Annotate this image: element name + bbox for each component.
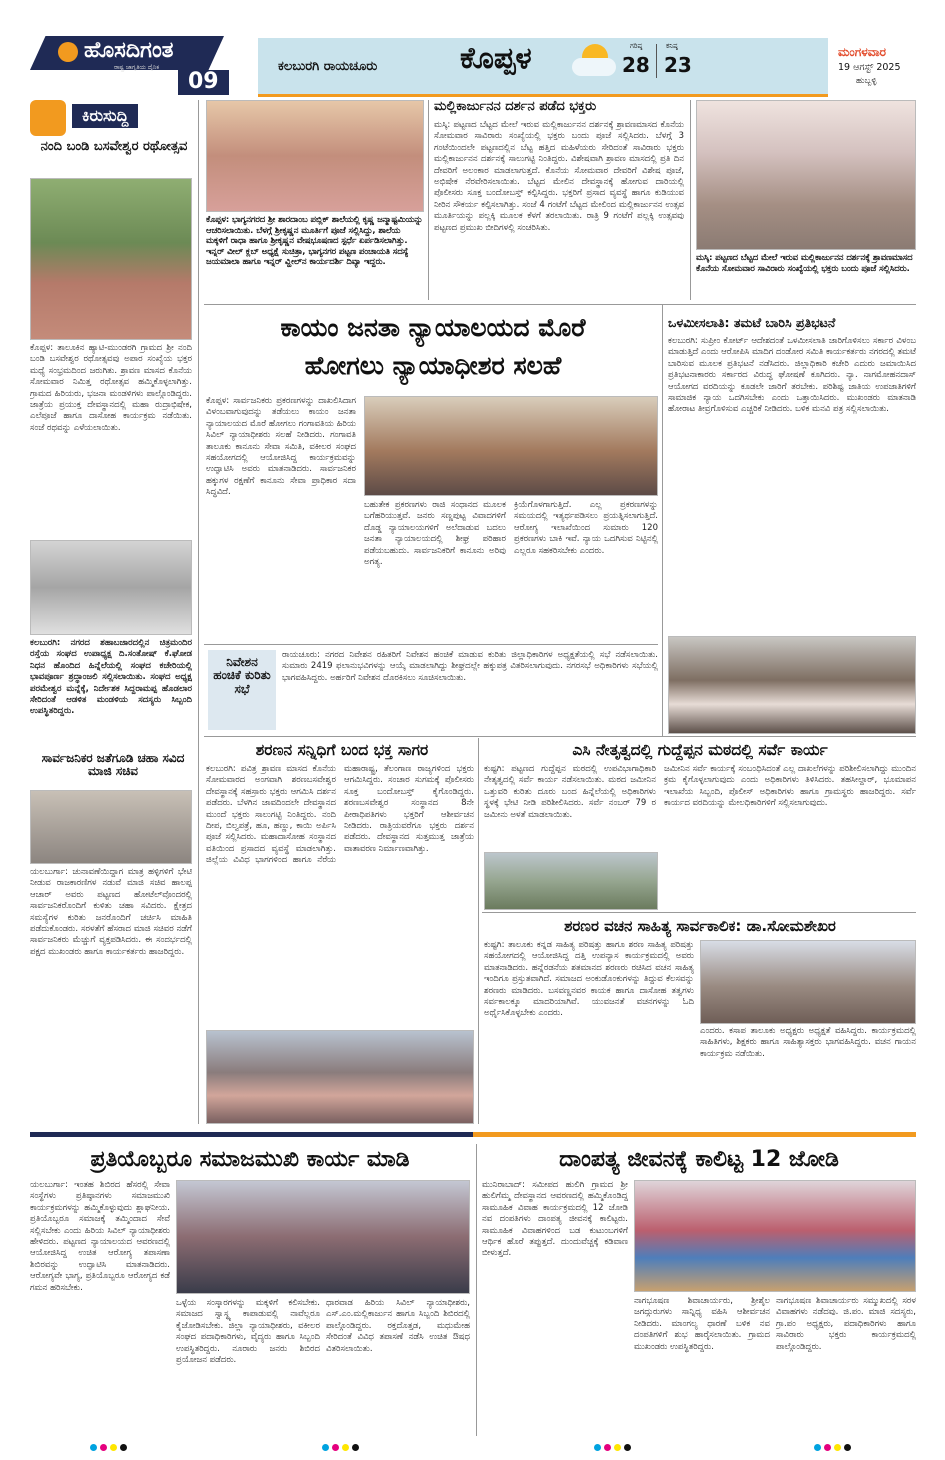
olameesalati-headline: ಒಳಮೀಸಲಾತಿ: ತಮಟೆ ಬಾರಿಸಿ ಪ್ರತಿಭಟನೆ — [668, 315, 836, 330]
bottom-divider — [476, 1144, 477, 1436]
page-number: 09 — [178, 70, 229, 95]
main-photo — [364, 396, 658, 496]
dampatya-body: ಮುನಿರಾಬಾದ್: ಸಮೀಪದ ಹುಲಿಗಿ ಗ್ರಾಮದ ಶ್ರೀ ಹುಲಿಗೆಮ್ಮ ದೇವಸ್ಥಾನದ ಆವರಣದಲ್ಲಿ ಹಮ್ಮಿಕೊಂಡಿದ್ದ ಸಾಮೂಹಿಕ ವಿವಾಹ ಕಾರ್ಯಕ್ರಮದಲ್ಲಿ 12 ಜೋಡಿ ನವ ದಂಪತಿಗಳು ದಾಂಪತ್ಯ ಜೀವನಕ್ಕೆ ಕಾಲಿಟ್ಟರು. ಸಾಮೂಹಿಕ ವಿವಾಹಗಳಿಂದ ಬಡ ಕುಟುಂಬಗಳಿಗೆ ಆರ್ಥಿಕ ಹೊರೆ ತಪ್ಪುತ್ತದೆ. ದುಂದುವೆಚ್ಚಕ್ಕೆ ಕಡಿವಾಣ ಬೀಳುತ್ತದೆ. — [482, 1180, 628, 1259]
temp-divider — [656, 44, 657, 78]
tribute-photo — [30, 540, 192, 635]
protest-photo — [668, 636, 916, 734]
dampatya-col3: ನಾಗಭೂಷಣ ಶಿವಾಚಾರ್ಯರು ಸಮ್ಮುಖದಲ್ಲಿ ಸರಳ ವಿವಾಹಗಳು ನಡೆದವು. ಜಿ.ಪಂ. ಮಾಜಿ ಸದಸ್ಯರು, ಗ್ರಾ.ಪಂ ಅಧ್ಯಕ್ಷರು, ಪದಾಧಿಕಾರಿಗಳು ಹಾಗೂ ಸಾವಿರಾರು ಭಕ್ತರು ಕಾರ್ಯಕ್ರಮದಲ್ಲಿ ಪಾಲ್ಗೊಂಡಿದ್ದರು. — [776, 1296, 916, 1352]
masthead-day: ಮಂಗಳವಾರ — [838, 45, 887, 59]
prathiyobbaru-body: ಯಲಬುರ್ಗಾ: ಇಂತಹ ಶಿಬಿರದ ಹೆಸರಲ್ಲಿ ಸೇವಾ ಸಂಸ್ಥೆಗಳು ಪ್ರತಿಷ್ಠಾನಗಳು ಸಮಾಜಮುಖಿ ಕಾರ್ಯಕ್ರಮಗಳನ್ನು ಹಮ್ಮಿಕೊಳ್ಳುವುದು ಶ್ಲಾಘನೀಯ. ಪ್ರತಿಯೊಬ್ಬರೂ ಸಮಾಜಕ್ಕೆ ತಮ್ಮಿಂದಾದ ಸೇವೆ ಸಲ್ಲಿಸಬೇಕು ಎಂದು ಹಿರಿಯ ಸಿವಿಲ್ ನ್ಯಾಯಾಧೀಶರು ಹೇಳಿದರು. ಪಟ್ಟಣದ ನ್ಯಾಯಾಲಯದ ಆವರಣದಲ್ಲಿ ಆಯೋಜಿಸಿದ್ದ ಉಚಿತ ಆರೋಗ್ಯ ತಪಾಸಣಾ ಶಿಬಿರವನ್ನು ಉದ್ಘಾಟಿಸಿ ಮಾತನಾಡಿದರು. ಆರೋಗ್ಯವೇ ಭಾಗ್ಯ, ಪ್ರತಿಯೊಬ್ಬರೂ ಆರೋಗ್ಯದ ಕಡೆ ಗಮನ ಹರಿಸಬೇಕು. — [30, 1180, 170, 1293]
gudde-headline: ಎಸಿ ನೇತೃತ್ವದಲ್ಲಿ ಗುದ್ದೆಪ್ಪನ ಮಠದಲ್ಲಿ ಸರ್ವೆ ಕಾರ್ಯ — [572, 741, 828, 759]
gudde-body-right: ಜಮೀನಿನ ಸರ್ವೆ ಕಾರ್ಯಕ್ಕೆ ಸಂಬಂಧಿಸಿದಂತೆ ಎಲ್ಲ ದಾಖಲೆಗಳನ್ನು ಪರಿಶೀಲಿಸಲಾಗಿದ್ದು ಮುಂದಿನ ಕ್ರಮ ಕೈಗೊಳ್ಳಲಾಗುವುದು ಎಂದು ಅಧಿಕಾರಿಗಳು ತಿಳಿಸಿದರು. ತಹಸೀಲ್ದಾರ್, ಭೂಮಾಪನ ಇಲಾಖೆಯ ಸಿಬ್ಬಂದಿ, ಪೊಲೀಸ್ ಅಧಿಕಾರಿಗಳು ಹಾಗೂ ಗ್ರಾಮಸ್ಥರು ಹಾಜರಿದ್ದರು. ಸರ್ವೆ ಕಾರ್ಯದ ವರದಿಯನ್ನು ಮೇಲಧಿಕಾರಿಗಳಿಗೆ ಸಲ್ಲಿಸಲಾಗುವುದು. — [664, 764, 916, 809]
janmashtami-caption: ಕೊಪ್ಪಳ: ಭಾಗ್ಯನಗರದ ಶ್ರೀ ಶಾರದಾಂಬ ಪಬ್ಲಿಕ್ ಶಾಲೆಯಲ್ಲಿ ಕೃಷ್ಣ ಜನ್ಮಾಷ್ಟಮಿಯನ್ನು ಆಚರಿಸಲಾಯಿತು. ಬೆಳಗ್ಗೆ ಶ್ರೀಕೃಷ್ಣನ ಮೂರ್ತಿಗೆ ಪೂಜೆ ಸಲ್ಲಿಸಿದ್ದು, ಶಾಲೆಯ ಮಕ್ಕಳಿಗೆ ರಾಧಾ ಹಾಗೂ ಶ್ರೀಕೃಷ್ಣನ ವೇಷಭೂಷಣದ ಸ್ಪರ್ಧೆ ಏರ್ಪಡಿಸಲಾಗಿತ್ತು. ಇನ್ನರ್ ವೀಲ್ ಕ್ಲಬ್ ಅಧ್ಯಕ್ಷೆ ಸುಚಿತ್ರಾ, ಭಾಗ್ಯನಗರ ಪಟ್ಟಣ ಪಂಚಾಯತಿ ಸದಸ್ಯೆ ಜಯಮಾಲಾ ಹಾಗೂ ಇನ್ನರ್ ವ್ಹೀಲ್‌ನ ಕಾರ್ಯದರ್ಶಿ ದಿವ್ಯಾ ಇದ್ದರು. — [206, 214, 423, 267]
masthead-date: 19 ಆಗಸ್ಟ್ 2025 — [838, 62, 901, 73]
main-col1: ಕೊಪ್ಪಳ: ಸಾರ್ವಜನಿಕರು ಪ್ರಕರಣಗಳನ್ನು ದಾಖಲಿಸಿದಾಗ ವಿಳಂಬವಾಗುವುದನ್ನು ತಡೆಯಲು ಕಾಯಂ ಜನತಾ ನ್ಯಾಯಾಲಯದ ಮೊರೆ ಹೋಗಲು ಗಂಗಾವತಿಯ ಹಿರಿಯ ಸಿವಿಲ್ ನ್ಯಾಯಾಧೀಶರು ಸಲಹೆ ನೀಡಿದರು. ಗಂಗಾವತಿ ತಾಲೂಕು ಕಾನೂನು ಸೇವಾ ಸಮಿತಿ, ವಕೀಲರ ಸಂಘದ ಸಹಯೋಗದಲ್ಲಿ ಆಯೋಜಿಸಿದ್ದ ಕಾರ್ಯಕ್ರಮವನ್ನು ಉದ್ಘಾಟಿಸಿ ಅವರು ಮಾತನಾಡಿದರು. ಸಾರ್ವಜನಿಕರ ಹಕ್ಕುಗಳ ರಕ್ಷಣೆಗೆ ಕಾನೂನು ಸೇವಾ ಪ್ರಾಧಿಕಾರ ಸದಾ ಸಿದ್ಧವಿದೆ. — [206, 396, 356, 498]
vachana-body-right: ಎಂದರು. ಕಸಾಪ ತಾಲೂಕು ಅಧ್ಯಕ್ಷರು ಅಧ್ಯಕ್ಷತೆ ವಹಿಸಿದ್ದರು. ಕಾರ್ಯಕ್ರಮದಲ್ಲಿ ಸಾಹಿತಿಗಳು, ಶಿಕ್ಷಕರು ಹಾಗೂ ಸಾಹಿತ್ಯಾಸಕ್ತರು ಭಾಗವಹಿಸಿದ್ದರು. ವಚನ ಗಾಯನ ಕಾರ್ಯಕ್ರಮ ನಡೆಯಿತು. — [700, 1026, 916, 1059]
nivesana-box: ನಿವೇಶನ ಹಂಚಿಕೆ ಕುರಿತು ಸಭೆ — [208, 650, 276, 730]
sharanana-headline: ಶರಣನ ಸನ್ನಿಧಿಗೆ ಬಂದ ಭಕ್ತ ಸಾಗರ — [255, 741, 429, 759]
main-right-divider — [662, 304, 663, 736]
prathiyobbaru-col2: ಒಳ್ಳೆಯ ಸಂಸ್ಕಾರಗಳನ್ನು ಮಕ್ಕಳಿಗೆ ಕಲಿಸಬೇಕು. ಸಮಾಜದ ಸ್ವಾಸ್ಥ್ಯ ಕಾಪಾಡುವಲ್ಲಿ ನಾವೆಲ್ಲರೂ ಕೈಜೋಡಿಸಬೇಕು. ಜಿಲ್ಲಾ ನ್ಯಾಯಾಧೀಶರು, ವಕೀಲರ ಸಂಘದ ಪದಾಧಿಕಾರಿಗಳು, ವೈದ್ಯರು ಹಾಗೂ ಸಿಬ್ಬಂದಿ ಉಪಸ್ಥಿತರಿದ್ದರು. ನೂರಾರು ಜನರು ಶಿಬಿರದ ಪ್ರಯೋಜನ ಪಡೆದರು. — [176, 1298, 320, 1366]
weather-cloud-icon — [572, 44, 618, 78]
main-headline-line2: ಹೋಗಲು ನ್ಯಾಯಾಧೀಶರ ಸಲಹೆ — [304, 351, 562, 380]
sarvajanikara-body: ಯಲಬುರ್ಗಾ: ಚುನಾವಣೆಯಿದ್ದಾಗ ಮಾತ್ರ ಹಳ್ಳಿಗಳಿಗೆ ಭೇಟಿ ನೀಡುವ ರಾಜಕಾರಣಿಗಳ ನಡುವೆ ಮಾಜಿ ಸಚಿವ ಹಾಲಪ್ಪ ಆಚಾರ್ ಅವರು ಪಟ್ಟಣದ ಹೋಟೆಲ್‌ವೊಂದರಲ್ಲಿ ಸಾರ್ವಜನಿಕರೊಂದಿಗೆ ಕುಳಿತು ಚಹಾ ಸವಿದರು. ಕ್ಷೇತ್ರದ ಸಮಸ್ಯೆಗಳ ಕುರಿತು ಜನರೊಂದಿಗೆ ಚರ್ಚಿಸಿ ಮಾಹಿತಿ ಪಡೆದುಕೊಂಡರು. ಸರಳತೆಗೆ ಹೆಸರಾದ ಮಾಜಿ ಸಚಿವರ ನಡೆಗೆ ಸಾರ್ವಜನಿಕರು ಮೆಚ್ಚುಗೆ ವ್ಯಕ್ತಪಡಿಸಿದರು. ಈ ಸಂದರ್ಭದಲ್ಲಿ ಪಕ್ಷದ ಮುಖಂಡರು ಹಾಗೂ ಕಾರ್ಯಕರ್ತರು ಹಾಜರಿದ್ದರು. — [30, 867, 192, 957]
masthead-city: ಹುಬ್ಬಳ್ಳಿ — [856, 76, 877, 86]
vachana-photo — [700, 940, 916, 1024]
nivesana-body: ರಾಯಚೂರು: ನಗರದ ನಿವೇಶನ ರಹಿತರಿಗೆ ನಿವೇಶನ ಹಂಚಿಕೆ ಮಾಡುವ ಕುರಿತು ಜಿಲ್ಲಾಧಿಕಾರಿಗಳ ಅಧ್ಯಕ್ಷತೆಯಲ್ಲಿ ಸಭೆ ನಡೆಸಲಾಯಿತು. ಸುಮಾರು 2419 ಫಲಾನುಭವಿಗಳನ್ನು ಆಯ್ಕೆ ಮಾಡಲಾಗಿದ್ದು ಶೀಘ್ರದಲ್ಲೇ ಹಕ್ಕುಪತ್ರ ವಿತರಿಸಲಾಗುವುದು. ನಗರಸಭೆ ಅಧಿಕಾರಿಗಳು ಸಭೆಯಲ್ಲಿ ಭಾಗವಹಿಸಿದ್ದರು. ಅರ್ಹರಿಗೆ ನಿವೇಶನ ದೊರಕಿಸಲು ಸೂಚಿಸಲಾಯಿತು. — [282, 650, 658, 683]
temple-photo — [696, 100, 916, 250]
gudde-photo — [484, 852, 658, 910]
mallikarjuna-body: ಮಸ್ಕಿ: ಪಟ್ಟಣದ ಬೆಟ್ಟದ ಮೇಲೆ ಇರುವ ಮಲ್ಲಿಕಾರ್ಜುನನ ದರ್ಶನಕ್ಕೆ ಶ್ರಾವಣಮಾಸದ ಕೊನೆಯ ಸೋಮವಾರ ಸಾವಿರಾರು ಸಂಖ್ಯೆಯಲ್ಲಿ ಭಕ್ತರು ಬಂದು ಪೂಜೆ ಸಲ್ಲಿಸಿದರು. ಬೆಳಗ್ಗೆ 3 ಗಂಟೆಯಿಂದಲೇ ಪಟ್ಟಣದಲ್ಲಿನ ಬೆಟ್ಟ ಹತ್ತಿದ ಮಹಿಳೆಯರು ಸೇರಿದಂತೆ ಸಾವಿರಾರು ಭಕ್ತರು ಮಲ್ಲಿಕಾರ್ಜುನನ ದರ್ಶನಕ್ಕೆ ಸಾಲುಗಟ್ಟಿ ನಿಂತಿದ್ದರು. ವಿಶೇಷವಾಗಿ ಶ್ರಾವಣ ಮಾಸದಲ್ಲಿ ಪ್ರತಿ ದಿನ ದೇವರಿಗೆ ಅಲಂಕಾರ ಮಾಡಲಾಗುತ್ತದೆ. ಕೊನೆಯ ಸೋಮವಾರ ದೇವರಿಗೆ ವಿಶೇಷ ಪೂಜೆ, ಅಭಿಷೇಕ ನೆರವೇರಿಸಲಾಯಿತು. ಬೆಟ್ಟದ ಮೇಲಿನ ದೇವಸ್ಥಾನಕ್ಕೆ ಹೋಗುವ ದಾರಿಯಲ್ಲಿ ಪೊಲೀಸರು ಸೂಕ್ತ ಬಂದೋಬಸ್ತ್ ಕಲ್ಪಿಸಿದ್ದರು. ಭಕ್ತರಿಗೆ ಪ್ರಸಾದ ವ್ಯವಸ್ಥೆ ಹಾಗೂ ಕುಡಿಯುವ ನೀರಿನ ಸೌಕರ್ಯ ಕಲ್ಪಿಸಲಾಗಿತ್ತು. ಸಂಜೆ 4 ಗಂಟೆಗೆ ಬೆಟ್ಟದ ಮೇಲಿಂದ ಮಲ್ಲಿಕಾರ್ಜುನನ ಉತ್ಸವ ಮೂರ್ತಿಯನ್ನು ಪಲ್ಲಕ್ಕಿ ಮೂಲಕ ಕೆಳಗೆ ತರಲಾಯಿತು. ರಾತ್ರಿ 9 ಗಂಟೆಗೆ ಪಲ್ಲಕ್ಕಿ ಉತ್ಸವವು ಪಟ್ಟಣದ ಪ್ರಮುಖ ಬೀದಿಗಳಲ್ಲಿ ಸಂಚರಿಸಿತು. — [434, 120, 684, 233]
janmashtami-photo — [206, 100, 424, 212]
dampatya-photo — [634, 1180, 916, 1292]
vachana-body: ಕುಷ್ಟಗಿ: ತಾಲೂಕು ಕನ್ನಡ ಸಾಹಿತ್ಯ ಪರಿಷತ್ತು ಹಾಗೂ ಶರಣ ಸಾಹಿತ್ಯ ಪರಿಷತ್ತು ಸಹಯೋಗದಲ್ಲಿ ಆಯೋಜಿಸಿದ್ದ ದತ್ತಿ ಉಪನ್ಯಾಸ ಕಾರ್ಯಕ್ರಮದಲ್ಲಿ ಅವರು ಮಾತನಾಡಿದರು. ಹನ್ನೆರಡನೆಯ ಶತಮಾನದ ಶರಣರು ರಚಿಸಿದ ವಚನ ಸಾಹಿತ್ಯ ಇಂದಿಗೂ ಪ್ರಸ್ತುತವಾಗಿದೆ. ಸಮಾಜದ ಅಂಕುಡೊಂಕುಗಳನ್ನು ತಿದ್ದುವ ಕೆಲಸವನ್ನು ಶರಣರು ಮಾಡಿದರು. ಬಸವಣ್ಣನವರ ಕಾಯಕ ಹಾಗೂ ದಾಸೋಹ ತತ್ವಗಳು ಸರ್ವಕಾಲಕ್ಕೂ ಮಾದರಿಯಾಗಿವೆ. ಯುವಜನತೆ ವಚನಗಳನ್ನು ಓದಿ ಅರ್ಥೈಸಿಕೊಳ್ಳಬೇಕು ಎಂದರು. — [484, 940, 694, 1019]
min-temp: 23 — [664, 53, 692, 77]
masthead-tagline: ರಾಷ್ಟ್ರ ಜಾಗೃತಿಯ ದೈನಿಕ — [114, 64, 160, 71]
temple-caption: ಮಸ್ಕಿ: ಪಟ್ಟಣದ ಬೆಟ್ಟದ ಮೇಲೆ ಇರುವ ಮಲ್ಲಿಕಾರ್ಜುನನ ದರ್ಶನಕ್ಕೆ ಶ್ರಾವಣಮಾಸದ ಕೊನೆಯ ಸೋಮವಾರ ಸಾವಿರಾರು ಸಂಖ್ಯೆಯಲ್ಲಿ ಭಕ್ತರು ಬಂದು ಪೂಜೆ ಸಲ್ಲಿಸಿದರು. — [696, 252, 913, 273]
main-story-divider — [204, 644, 658, 645]
mallikarjuna-headline: ಮಲ್ಲಿಕಾರ್ಜುನನ ದರ್ಶನ ಪಡೆದ ಭಕ್ತರು — [434, 99, 597, 114]
rathotsava-photo — [30, 178, 192, 340]
main-col3: ಕ್ರಿಯೆಗೊಳಗಾಗುತ್ತಿದೆ. ಎಲ್ಲ ಪ್ರಕರಣಗಳನ್ನು ಸಮಯದಲ್ಲಿ ಇತ್ಯರ್ಥಪಡಿಸಲು ಪ್ರಯತ್ನಿಸಲಾಗುತ್ತಿದೆ. ಆರೋಗ್ಯ ಇಲಾಖೆಯಿಂದ ಸುಮಾರು 120 ಪ್ರಕರಣಗಳು ಬಾಕಿ ಇವೆ. ನ್ಯಾಯ ಒದಗಿಸುವ ನಿಟ್ಟಿನಲ್ಲಿ ಎಲ್ಲರೂ ಸಹಕರಿಸಬೇಕು ಎಂದರು. — [514, 500, 658, 556]
left-column-divider — [198, 100, 199, 1124]
olameesalati-body: ಕಲಬುರಗಿ: ಸುಪ್ರೀಂ ಕೋರ್ಟ್ ಆದೇಶದಂತೆ ಒಳಮೀಸಲಾತಿ ಜಾರಿಗೊಳಿಸಲು ಸರ್ಕಾರ ವಿಳಂಬ ಮಾಡುತ್ತಿದೆ ಎಂದು ಆರೋಪಿಸಿ ಮಾದಿಗ ದಂಡೋರ ಸಮಿತಿ ಕಾರ್ಯಕರ್ತರು ನಗರದಲ್ಲಿ ತಮಟೆ ಬಾರಿಸುವ ಮೂಲಕ ಪ್ರತಿಭಟನೆ ನಡೆಸಿದರು. ಜಿಲ್ಲಾಧಿಕಾರಿ ಕಚೇರಿ ಎದುರು ಜಮಾಯಿಸಿದ ಪ್ರತಿಭಟನಾಕಾರರು ಸರ್ಕಾರದ ವಿರುದ್ಧ ಘೋಷಣೆ ಕೂಗಿದರು. ನ್ಯಾ. ನಾಗಮೋಹನದಾಸ್ ಆಯೋಗದ ವರದಿಯನ್ನು ಕೂಡಲೇ ಜಾರಿಗೆ ತರಬೇಕು. ಪರಿಶಿಷ್ಟ ಜಾತಿಯ ಉಪಜಾತಿಗಳಿಗೆ ಸಾಮಾಜಿಕ ನ್ಯಾಯ ಒದಗಿಸಬೇಕು ಎಂದು ಒತ್ತಾಯಿಸಿದರು. ಮುಖಂಡರು ಮಾತನಾಡಿ ಹೋರಾಟ ತೀವ್ರಗೊಳಿಸುವ ಎಚ್ಚರಿಕೆ ನೀಡಿದರು. ಬಳಿಕ ಮನವಿ ಪತ್ರ ಸಲ್ಲಿಸಲಾಯಿತು. — [668, 336, 916, 415]
dampatya-headline: ದಾಂಪತ್ಯ ಜೀವನಕ್ಕೆ ಕಾಲಿಟ್ಟ 12 ಜೋಡಿ — [559, 1147, 839, 1172]
max-temp: 28 — [622, 53, 650, 77]
gudde-body-left: ಕುಷ್ಟಗಿ: ಪಟ್ಟಣದ ಗುದ್ದೆಪ್ಪನ ಮಠದಲ್ಲಿ ಉಪವಿಭಾಗಾಧಿಕಾರಿ ನೇತೃತ್ವದಲ್ಲಿ ಸರ್ವೆ ಕಾರ್ಯ ನಡೆಸಲಾಯಿತು. ಮಠದ ಜಮೀನಿನ ಒತ್ತುವರಿ ಕುರಿತು ದೂರು ಬಂದ ಹಿನ್ನೆಲೆಯಲ್ಲಿ ಅಧಿಕಾರಿಗಳು ಸ್ಥಳಕ್ಕೆ ಭೇಟಿ ನೀಡಿ ಪರಿಶೀಲಿಸಿದರು. ಸರ್ವೆ ನಂಬರ್ 79 ರ ಜಮೀನು ಅಳತೆ ಮಾಡಲಾಯಿತು. — [484, 764, 656, 820]
prathiyobbaru-photo — [176, 1180, 470, 1294]
tribute-brief: ಕಲಬುರಗಿ: ನಗರದ ಶಹಾಬಜಾರದಲ್ಲಿನ ಚಿತ್ರಮಂದಿರ ರಸ್ತೆಯ ಸಂಘದ ಉಪಾಧ್ಯಕ್ಷ ದಿ.ಸಂತೋಷ್ ಕೆ.ಘೋಡ ನಿಧನ ಹೊಂದಿದ ಹಿನ್ನೆಲೆಯಲ್ಲಿ ಸಂಘದ ಕಚೇರಿಯಲ್ಲಿ ಭಾವಪೂರ್ಣ ಶ್ರದ್ಧಾಂಜಲಿ ಸಲ್ಲಿಸಲಾಯಿತು. ಸಂಘದ ಅಧ್ಯಕ್ಷ ಪರಮೇಶ್ವರ ಮನ್ನೆಕ್ಕೆ, ನಿರ್ದೇಶಕ ಸಿದ್ದರಾಮಪ್ಪ ಹೊಡಲಾರ ಸೇರಿದಂತೆ ಆಡಳಿತ ಮಂಡಳಿಯ ಸದಸ್ಯರು ಸಿಬ್ಬಂದಿ ಉಪಸ್ಥಿತರಿದ್ದರು. — [30, 638, 192, 717]
sharanana-divider — [478, 738, 479, 1124]
main-col2: ಬಹುತೇಕ ಪ್ರಕರಣಗಳು ರಾಜಿ ಸಂಧಾನದ ಮೂಲಕ ಬಗೆಹರಿಯುತ್ತವೆ. ಜನರು ಸಣ್ಣಪುಟ್ಟ ವಿವಾದಗಳಿಗೆ ದೊಡ್ಡ ನ್ಯಾಯಾಲಯಗಳಿಗೆ ಅಲೆದಾಡುವ ಬದಲು ಜನತಾ ನ್ಯಾಯಾಲಯದಲ್ಲಿ ಶೀಘ್ರ ಪರಿಹಾರ ಪಡೆಯಬಹುದು. ಸಾರ್ವಜನಿಕರಿಗೆ ಕಾನೂನು ಅರಿವು ಅಗತ್ಯ. — [364, 500, 506, 568]
section-divider-bar — [30, 1132, 916, 1137]
kirusuddi-body: ಕೊಪ್ಪಳ: ತಾಲೂಕಿನ ಹ್ಯಾಟಿ-ಮುಂಡರಗಿ ಗ್ರಾಮದ ಶ್ರೀ ನಂದಿ ಬಂಡಿ ಬಸವೇಶ್ವರ ರಥೋತ್ಸವವು ಅಪಾರ ಸಂಖ್ಯೆಯ ಭಕ್ತರ ಮಧ್ಯೆ ಸಂಭ್ರಮದಿಂದ ಜರುಗಿತು. ಶ್ರಾವಣ ಮಾಸದ ಕೊನೆಯ ಸೋಮವಾರ ನಿಮಿತ್ತ ರಥೋತ್ಸವ ಹಮ್ಮಿಕೊಳ್ಳಲಾಗಿತ್ತು. ಗ್ರಾಮದ ಹಿರಿಯರು, ಭಜನಾ ಮಂಡಳಿಗಳು ಪಾಲ್ಗೊಂಡಿದ್ದರು. ಜಾತ್ರೆಯ ಪ್ರಯುಕ್ತ ದೇವಸ್ಥಾನದಲ್ಲಿ ಮಹಾ ರುದ್ರಾಭಿಷೇಕ, ಎಲೆಪೂಜೆ ಹಾಗೂ ದಾಸೋಹ ಕಾರ್ಯಕ್ರಮ ನಡೆಯಿತು. ಸಂಜೆ ರಥವನ್ನು ಎಳೆಯಲಾಯಿತು. — [30, 343, 192, 433]
mid-row-divider — [204, 736, 916, 737]
kirusuddi-icon — [30, 100, 66, 136]
gudde-bottom-divider — [482, 912, 916, 913]
min-temp-label: ಕನಿಷ್ಠ — [666, 42, 678, 50]
top-divider-2 — [690, 100, 691, 300]
kirusuddi-headline: ನಂದಿ ಬಂಡಿ ಬಸವೇಶ್ವರ ರಥೋತ್ಸವ — [40, 139, 188, 154]
sharanana-body: ಕಲಬುರಗಿ: ಪವಿತ್ರ ಶ್ರಾವಣ ಮಾಸದ ಕೊನೆಯ ಸೋಮವಾರದ ಅಂಗವಾಗಿ ಶರಣಬಸವೇಶ್ವರ ದೇವಸ್ಥಾನಕ್ಕೆ ಸಹಸ್ರಾರು ಭಕ್ತರು ಆಗಮಿಸಿ ದರ್ಶನ ಪಡೆದರು. ಬೆಳಗಿನ ಜಾವದಿಂದಲೇ ದೇವಸ್ಥಾನದ ಮುಂದೆ ಭಕ್ತರು ಸಾಲುಗಟ್ಟಿ ನಿಂತಿದ್ದರು. ನಂದಿ ದೀಪ, ಬಿಲ್ವಪತ್ರೆ, ಹೂ, ಹಣ್ಣು, ಕಾಯಿ ಅರ್ಪಿಸಿ ಪೂಜೆ ಸಲ್ಲಿಸಿದರು. ಮಹಾದಾಸೋಹ ಸಂಸ್ಥಾನದ ವತಿಯಿಂದ ಪ್ರಸಾದದ ವ್ಯವಸ್ಥೆ ಮಾಡಲಾಗಿತ್ತು. ಜಿಲ್ಲೆಯ ವಿವಿಧ ಭಾಗಗಳಿಂದ ಹಾಗೂ ನೆರೆಯ ಮಹಾರಾಷ್ಟ್ರ, ತೆಲಂಗಾಣ ರಾಜ್ಯಗಳಿಂದ ಭಕ್ತರು ಆಗಮಿಸಿದ್ದರು. ಸಂಚಾರ ಸುಗಮಕ್ಕೆ ಪೊಲೀಸರು ಸೂಕ್ತ ಬಂದೋಬಸ್ತ್ ಕೈಗೊಂಡಿದ್ದರು. ಶರಣಬಸವೇಶ್ವರ ಸಂಸ್ಥಾನದ 8ನೇ ಪೀಠಾಧಿಪತಿಗಳು ಭಕ್ತರಿಗೆ ಆಶೀರ್ವಚನ ನೀಡಿದರು. ರಾತ್ರಿಯವರೆಗೂ ಭಕ್ತರು ದರ್ಶನ ಪಡೆದರು. ದೇವಸ್ಥಾನದ ಸುತ್ತಮುತ್ತ ಜಾತ್ರೆಯ ವಾತಾವರಣ ನಿರ್ಮಾಣವಾಗಿತ್ತು. — [206, 764, 474, 866]
top-row-divider — [204, 304, 916, 305]
edition-title: ಕೊಪ್ಪಳ — [460, 41, 532, 76]
max-temp-label: ಗರಿಷ್ಠ — [630, 42, 643, 50]
sharanana-photo — [206, 1030, 474, 1124]
districts-label: ಕಲಬುರಗಿ ರಾಯಚೂರು — [278, 59, 378, 74]
masthead-logo: ಹೊಸದಿಗಂತ — [84, 38, 174, 63]
logo-emblem-icon — [58, 42, 78, 62]
masthead-logo-block — [28, 36, 238, 94]
tea-photo — [30, 790, 192, 864]
vachana-headline: ಶರಣರ ವಚನ ಸಾಹಿತ್ಯ ಸಾರ್ವಕಾಲಿಕ: ಡಾ.ಸೋಮಶೇಖರ — [564, 917, 836, 935]
dampatya-col2: ನಾಗಭೂಷಣ ಶಿವಾಚಾರ್ಯರು, ಶ್ರೀಶೈಲ ಜಗದ್ಗುರುಗಳು ಸಾನ್ನಿಧ್ಯ ವಹಿಸಿ ಆಶೀರ್ವಚನ ನೀಡಿದರು. ಮಾಂಗಲ್ಯ ಧಾರಣೆ ಬಳಿಕ ನವ ದಂಪತಿಗಳಿಗೆ ಶುಭ ಹಾರೈಸಲಾಯಿತು. ಗ್ರಾಮದ ಮುಖಂಡರು ಉಪಸ್ಥಿತರಿದ್ದರು. — [634, 1296, 770, 1352]
prathiyobbaru-col3: ಧಾರವಾಡ ಹಿರಿಯ ಸಿವಿಲ್ ನ್ಯಾಯಾಧೀಶರು, ಎಸ್.ಎಂ.ಮಲ್ಲಿಕಾರ್ಜುನ ಹಾಗೂ ಸಿಬ್ಬಂದಿ ಶಿಬಿರದಲ್ಲಿ ಪಾಲ್ಗೊಂಡಿದ್ದರು. ರಕ್ತದೊತ್ತಡ, ಮಧುಮೇಹ ಸೇರಿದಂತೆ ವಿವಿಧ ತಪಾಸಣೆ ನಡೆಸಿ ಉಚಿತ ಔಷಧ ವಿತರಿಸಲಾಯಿತು. — [326, 1298, 470, 1354]
main-headline-line1: ಕಾಯಂ ಜನತಾ ನ್ಯಾಯಾಲಯದ ಮೊರೆ — [280, 313, 586, 342]
top-divider-1 — [428, 100, 429, 300]
kirusuddi-label: ಕಿರುಸುದ್ದಿ — [72, 104, 138, 128]
masthead-accent-bar — [258, 94, 828, 97]
sarvajanikara-headline: ಸಾರ್ವಜನಿಕರ ಜತೆಗೂಡಿ ಚಹಾ ಸವಿದ ಮಾಜಿ ಸಚಿವ — [41, 751, 185, 779]
prathiyobbaru-headline: ಪ್ರತಿಯೊಬ್ಬರೂ ಸಮಾಜಮುಖಿ ಕಾರ್ಯ ಮಾಡಿ — [90, 1147, 410, 1172]
